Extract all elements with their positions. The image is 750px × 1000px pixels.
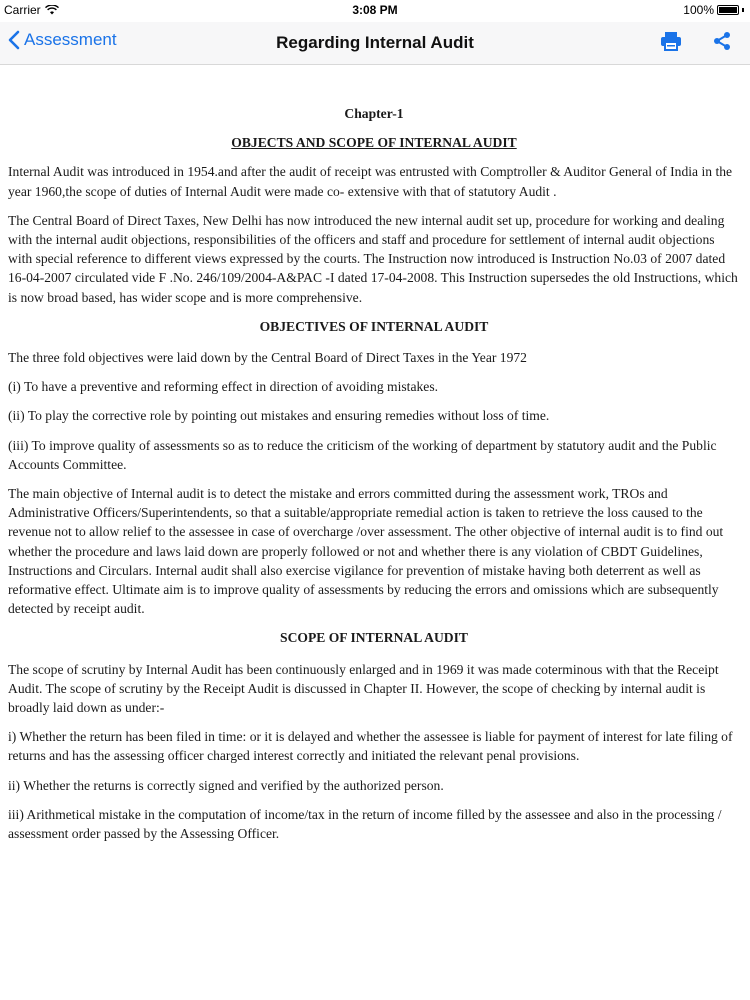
- objectives-intro: The three fold objectives were laid down by the Central Board of Direct Taxes in the Year 1972: [8, 350, 527, 366]
- navigation-bar: [0, 22, 750, 65]
- battery-fill: [719, 7, 737, 13]
- battery-icon: [717, 5, 739, 15]
- document-body: [8, 104, 740, 853]
- objective-item-3: (iii) To improve quality of assessments so as to reduce the criticism of the working of department by statutory audit and the Public Accounts Committee.: [8, 437, 717, 472]
- back-button-label: Assessment: [24, 30, 117, 49]
- scope-item-3: iii) Arithmetical mistake in the computation of income/tax in the return of income filled by the assessee and also in the processing / assessment order passed by the Assessing Officer.: [8, 806, 722, 842]
- scope-intro: The scope of scrutiny by Internal Audit has been continuously enlarged and in 1969 it was made coterminous with that the Receipt Audit. The scope of scrutiny by the Receipt Audit is discussed in Chapter II. However, the scope of checking by internal audit is broadly laid down as under:-: [8, 661, 719, 716]
- main-heading: OBJECTS AND SCOPE OF INTERNAL AUDIT: [231, 135, 517, 151]
- nav-actions: [660, 31, 732, 56]
- battery-indicator: [683, 3, 744, 17]
- objectives-heading: OBJECTIVES OF INTERNAL AUDIT: [259, 318, 489, 334]
- intro-paragraph-1: Internal Audit was introduced in 1954.and after the audit of receipt was entrusted with Comptroller & Auditor General of India in the year 1960,the scope of duties of Internal Audit were made co- extensive with that of statutory Audit .: [8, 164, 733, 199]
- scope-item-1: i) Whether the return has been filed in time: or it is delayed and whether the assessee is liable for payment of interest for late filing of returns and has the assessing officer charged interest correctly and initiated the relevant penal provisions.: [8, 729, 733, 764]
- scope-item-2: ii) Whether the returns is correctly signed and verified by the authorized person.: [8, 777, 444, 793]
- scope-heading: SCOPE OF INTERNAL AUDIT: [280, 630, 468, 646]
- objective-item-1: (i) To have a preventive and reforming effect in direction of avoiding mistakes.: [8, 379, 439, 395]
- main-objective-paragraph: The main objective of Internal audit is to detect the mistake and errors committed during the assessment work, TROs and Administrative Officers/Superintendents, so that a suitable/appropriate remedial action is taken to retrieve the loss caused to the revenue not to allow relief to the assessee in case of overcharge /over assessment. The other objective of internal audit is to find out whether the procedure and laws laid down are properly followed or not and whether there is any violation of CBDT Guidelines, Instructions and Circulars. Internal audit shall also exercise vigilance for prevention of mistake having both deterrent as well as reformative effect. Ultimate aim is to improve quality of assessments by reducing the errors and omissions which are subsequently detected by receipt audit.: [8, 486, 724, 617]
- clock: 3:08 PM: [352, 3, 398, 17]
- chapter-title: Chapter-1: [344, 106, 404, 121]
- print-button[interactable]: [660, 31, 682, 56]
- page-title: Regarding Internal Audit: [276, 33, 474, 52]
- battery-tip: [742, 8, 744, 12]
- objective-item-2: (ii) To play the corrective role by pointing out mistakes and ensuring remedies without loss of time.: [8, 408, 550, 424]
- share-button[interactable]: [712, 31, 732, 56]
- intro-paragraph-2: The Central Board of Direct Taxes, New Delhi has now introduced the new internal audit set up, procedure for working and dealing with the internal audit objections, responsibilities of the officers and staff and procedure for settlement of internal audit objections with special reference to different views expressed by the courts. The Instruction now introduced is Instruction No.03 of 2007 dated 16-04-2007 circulated vide F .No. 246/109/2004-A&PAC -I dated 17-04-2008. This Instruction supersedes the old Instructions, which is now broad based, has wider scope and is more comprehensive.: [8, 212, 738, 305]
- status-bar: [0, 0, 750, 22]
- print-icon: [660, 31, 682, 51]
- carrier-label: Carrier: [4, 3, 41, 17]
- share-icon: [712, 31, 732, 51]
- battery-percent: 100%: [683, 3, 714, 17]
